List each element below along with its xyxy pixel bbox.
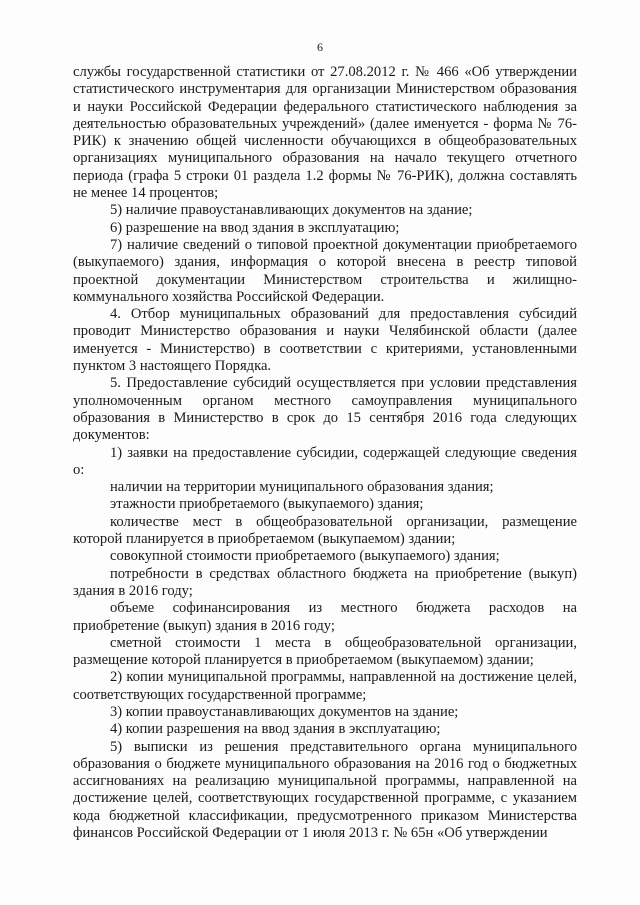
paragraph: 5. Предоставление субсидий осуществляется при условии представления уполномоченным органом местного самоуправления муниципального образования в Министерство в срок до 15 сентября 2016 года следующих документов: [73, 375, 577, 444]
paragraph: службы государственной статистики от 27.08.2012 г. № 466 «Об утверждении статистического инструментария для организации Министерством образования и науки Российской Федерации федерального статистического наблюдения за деятельностью образовательных учреждений» (далее именуется - форма № 76-РИК) к значению общей численности обучающихся в общеобразовательных организациях муниципального образования на начало текущего отчетного периода (графа 5 строки 01 раздела 1.2 формы № 76-РИК), должна составлять не менее 14 процентов; [73, 64, 577, 202]
paragraph: наличии на территории муниципального образования здания; [110, 479, 494, 496]
paragraph: количестве мест в общеобразовательной организации, размещение которой планируется в приобретаемом (выкупаемом) здании; [73, 513, 577, 548]
paragraph: 7) наличие сведений о типовой проектной документации приобретаемого (выкупаемого) здания, информация о которой внесена в реестр типовой проектной документации Министерством строительства и жилищно-коммунального хозяйства Российской Федерации. [73, 236, 577, 305]
paragraph: совокупной стоимости приобретаемого (выкупаемого) здания; [110, 548, 500, 565]
document-body [73, 64, 577, 842]
paragraph: 5) наличие правоустанавливающих документов на здание; [110, 202, 473, 219]
paragraph: потребности в средствах областного бюджета на приобретение (выкуп) здания в 2016 году; [73, 565, 577, 599]
paragraph: 2) копии муниципальной программы, направленной на достижение целей, соответствующих государственной программе; [73, 669, 577, 703]
paragraph: 5) выписки из решения представительного органа муниципального образования о бюджете муниципального образования на 2016 год о бюджетных ассигнованиях на реализацию муниципальной программы, направленной на достижение целей, соответствующих государственной программе, с указанием кода бюджетной классификации, предусмотренного приказом Министерства финансов Российской Федерации от 1 июля 2013 г. № 65н «Об утверждении [73, 738, 577, 842]
paragraph: сметной стоимости 1 места в общеобразовательной организации, размещение которой планируется в приобретаемом (выкупаемом) здании; [73, 634, 577, 669]
page-number: 6 [317, 40, 323, 54]
paragraph: этажности приобретаемого (выкупаемого) здания; [110, 496, 424, 513]
paragraph: 1) заявки на предоставление субсидии, содержащей следующие сведения о: [73, 444, 577, 478]
paragraph: 4. Отбор муниципальных образований для предоставления субсидий проводит Министерство образования и науки Челябинской области (далее именуется - Министерство) в соответствии с критериями, установленными пунктом 3 настоящего Порядка. [73, 306, 577, 375]
paragraph: объеме софинансирования из местного бюджета расходов на приобретение (выкуп) здания в 2016 году; [73, 600, 577, 634]
paragraph: 6) разрешение на ввод здания в эксплуатацию; [110, 219, 400, 236]
paragraph: 3) копии правоустанавливающих документов на здание; [110, 703, 459, 720]
paragraph: 4) копии разрешения на ввод здания в эксплуатацию; [110, 721, 441, 738]
